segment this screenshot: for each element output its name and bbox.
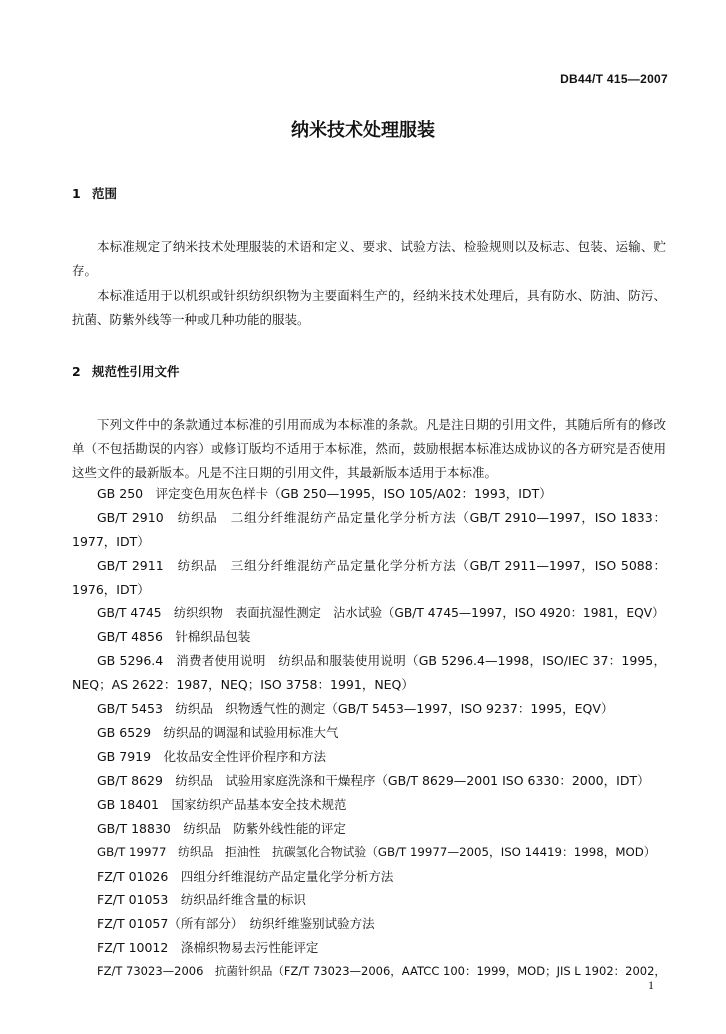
reference-item: FZ/T 01026 四组分纤维混纺产品定量化学分析方法 [97,868,394,884]
reference-item: FZ/T 10012 涤棉织物易去污性能评定 [97,940,319,956]
section-2-title: 规范性引用文件 [92,364,180,379]
reference-item: FZ/T 73023—2006 抗菌针织品（FZ/T 73023—2006，AATCC 100：1999，MOD；JIS L 1902：2002， [97,964,666,979]
section-2-paragraph-1: 下列文件中的条款通过本标准的引用而成为本标准的条款。凡是注日期的引用文件，其随后所有的修改单（不包括勘误的内容）或修订版均不适用于本标准，然而，鼓励根据本标准达成协议的各方研究是否使用这些文件的最新版本。凡是不注日期的引用文件，其最新版本适用于本标准。 [72,417,666,480]
reference-item: FZ/T 01057（所有部分） 纺织纤维鉴别试验方法 [97,916,375,932]
section-1-title: 范围 [92,186,118,201]
reference-item: GB 18401 国家纺织产品基本安全技术规范 [97,796,347,812]
section-1-number: 1 [72,186,81,201]
section-2-number: 2 [72,364,81,379]
reference-item: GB 7919 化妆品安全性评价程序和方法 [97,748,327,764]
section-2-heading [72,362,180,380]
reference-item: GB/T 2911 纺织品 三组分纤维混纺产品定量化学分析方法（GB/T 2911—1997，ISO 5088：1976，IDT） [72,557,666,597]
reference-item: GB/T 2910 纺织品 二组分纤维混纺产品定量化学分析方法（GB/T 2910—1997，ISO 1833：1977，IDT） [72,509,666,549]
reference-item: GB/T 5453 纺织品 织物透气性的测定（GB/T 5453—1997，ISO 9237：1995，EQV） [97,701,614,717]
reference-item: GB 6529 纺织品的调湿和试验用标准大气 [97,725,339,741]
page-title: 纳米技术处理服装 [291,120,435,141]
section-1-paragraph-2: 本标准适用于以机织或针织纺织织物为主要面料生产的，经纳米技术处理后，具有防水、防油、防污、抗菌、防紫外线等一种或几种功能的服装。 [72,288,666,327]
reference-item: GB/T 4856 针棉织品包装 [97,629,251,645]
page-number: 1 [648,978,654,992]
section-1-heading [72,184,117,202]
reference-item: GB/T 19977 纺织品 拒油性 抗碳氢化合物试验（GB/T 19977—2005，ISO 14419：1998，MOD） [97,844,656,859]
reference-item: GB/T 4745 纺织织物 表面抗湿性测定 沾水试验（GB/T 4745—1997，ISO 4920：1981，EQV） [97,605,665,620]
reference-item: GB 250 评定变色用灰色样卡（GB 250—1995，ISO 105/A02：1993，IDT） [97,486,552,501]
section-1-paragraph-1: 本标准规定了纳米技术处理服装的术语和定义、要求、试验方法、检验规则以及标志、包装、运输、贮存。 [72,239,666,278]
normative-references-list [72,482,666,984]
reference-item: FZ/T 01053 纺织品纤维含量的标识 [97,892,306,908]
reference-item: GB/T 18830 纺织品 防紫外线性能的评定 [97,820,346,836]
reference-item: GB/T 8629 纺织品 试验用家庭洗涤和干燥程序（GB/T 8629—2001 ISO 6330：2000，IDT） [97,772,650,788]
standard-code: DB44/T 415—2007 [560,72,668,86]
reference-item: GB 5296.4 消费者使用说明 纺织品和服装使用说明（GB 5296.4—1998，ISO/IEC 37：1995，NEQ；AS 2622：1987，NEQ；ISO 3758：1991，NEQ） [72,653,666,693]
